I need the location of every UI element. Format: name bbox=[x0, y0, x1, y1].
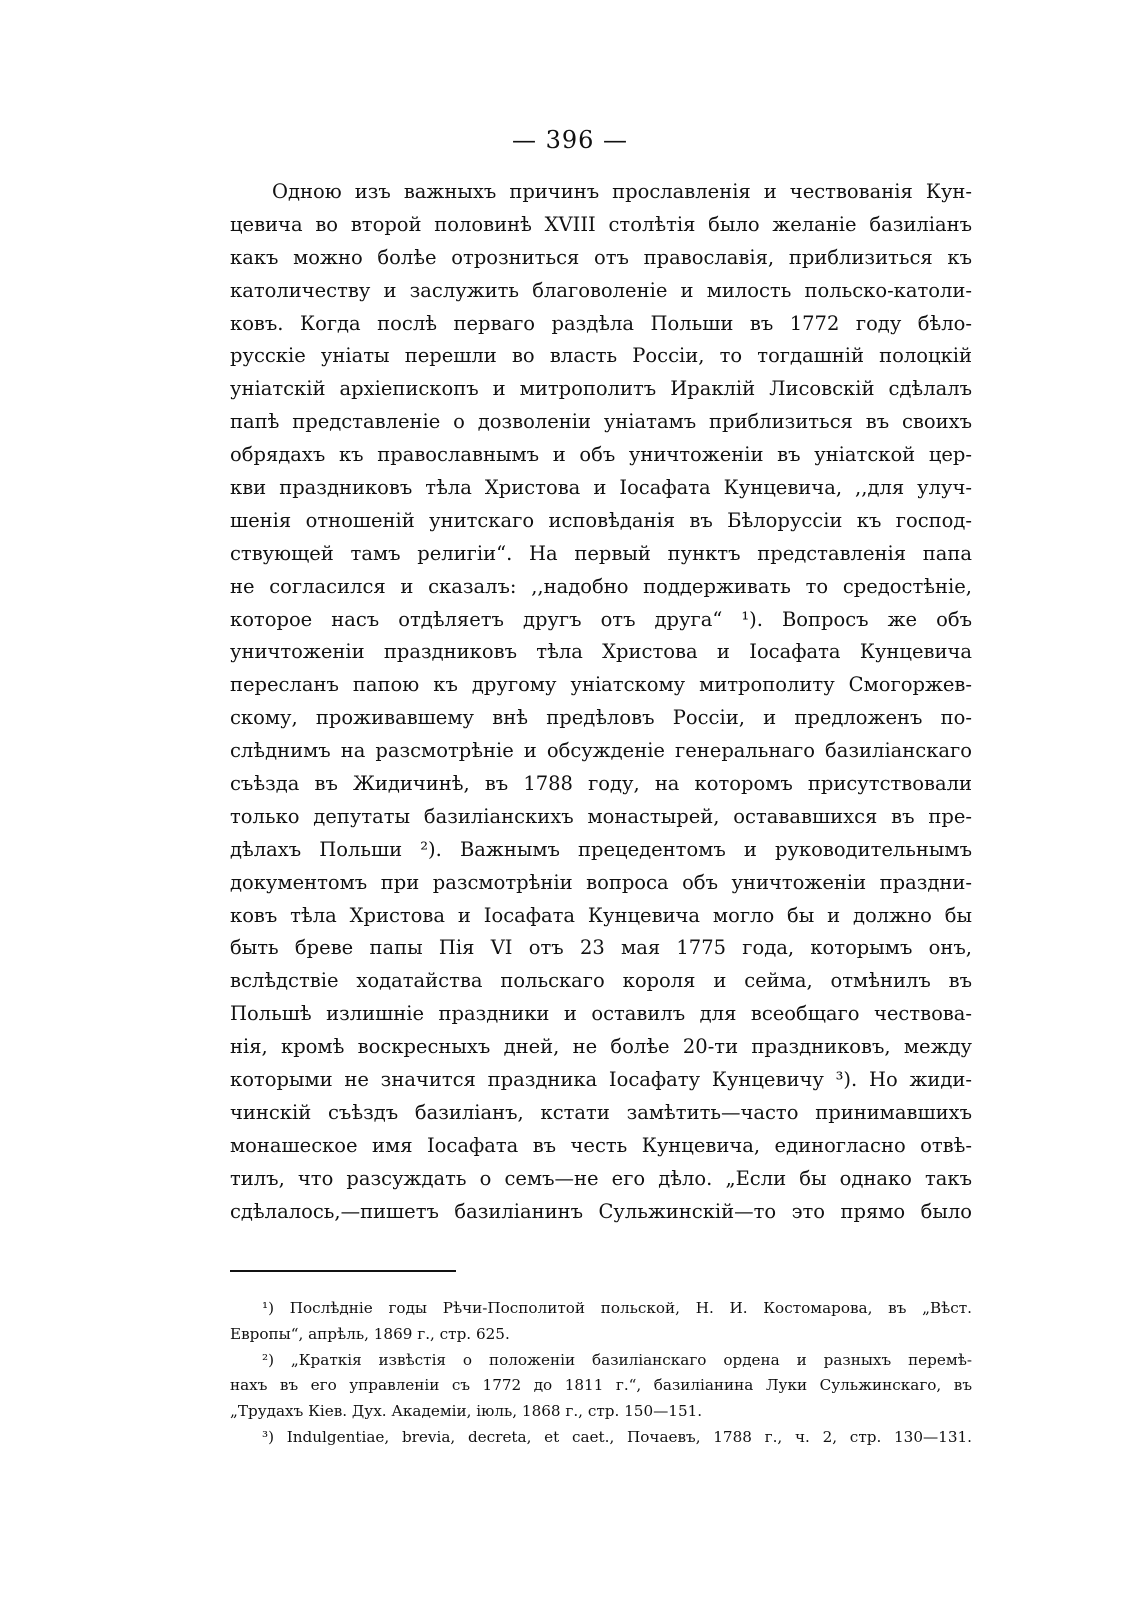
text-line: нія, кромѣ воскресныхъ дней, не болѣе 20-ти праздниковъ, между bbox=[230, 1035, 972, 1059]
text-line: документомъ при разсмотрѣніи вопроса объ уничтоженіи праздни- bbox=[230, 870, 972, 894]
footnote-line: нахъ въ его управленіи съ 1772 до 1811 г.“, базиліанина Луки Сульжинскаго, въ bbox=[230, 1376, 972, 1395]
footnote-line: Европы“, апрѣль, 1869 г., стр. 625. bbox=[230, 1324, 510, 1343]
text-line: папѣ представленіе о дозволеніи уніатамъ приблизиться въ своихъ bbox=[230, 410, 972, 434]
text-line: кви праздниковъ тѣла Христова и Іосафата Кунцевича, ,,для улуч- bbox=[230, 476, 972, 500]
text-line: уничтоженіи праздниковъ тѣла Христова и Іосафата Кунцевича bbox=[230, 640, 972, 664]
footnotes bbox=[230, 1296, 972, 1451]
text-line: съѣзда въ Жидичинѣ, въ 1788 году, на которомъ присутствовали bbox=[230, 772, 972, 796]
text-line: Одною изъ важныхъ причинъ прославленія и чествованія Кун- bbox=[272, 180, 972, 203]
text-line: быть бреве папы Пія VI отъ 23 мая 1775 года, которымъ онъ, bbox=[230, 936, 972, 960]
text-line: цевича во второй половинѣ XVIII столѣтія было желаніе базиліанъ bbox=[230, 212, 972, 236]
text-line: только депутаты базиліанскихъ монастырей, остававшихся въ пре- bbox=[230, 804, 972, 828]
text-line: тилъ, что разсуждать о семъ—не его дѣло. „Если бы однако такъ bbox=[230, 1166, 972, 1190]
page-number: — 396 — bbox=[511, 126, 629, 154]
text-line: шенія отношеній унитскаго исповѣданія въ Бѣлоруссіи къ господ- bbox=[230, 508, 972, 532]
text-line: ковъ. Когда послѣ перваго раздѣла Польши въ 1772 году бѣло- bbox=[230, 311, 972, 335]
main-text bbox=[230, 176, 972, 1229]
text-line: католичеству и заслужить благоволеніе и милость польско-католи- bbox=[230, 278, 972, 302]
text-line: пересланъ папою къ другому уніатскому митрополиту Смогоржев- bbox=[230, 673, 972, 697]
text-line: не согласился и сказалъ: ,,надобно поддерживать то средостѣніе, bbox=[230, 574, 972, 598]
text-line: монашеское имя Іосафата въ честь Кунцевича, единогласно отвѣ- bbox=[230, 1133, 972, 1157]
text-line: русскіе уніаты перешли во власть Россіи, то тогдашній полоцкій bbox=[230, 344, 972, 368]
text-line: которое насъ отдѣляетъ другъ отъ друга“ ¹). Вопросъ же объ bbox=[230, 607, 972, 631]
text-line: сдѣлалось,—пишетъ базиліанинъ Сульжинскій—то это прямо было bbox=[230, 1199, 972, 1223]
footnote-line: ²) „Краткія извѣстія о положеніи базиліанскаго ордена и разныхъ перемѣ- bbox=[262, 1350, 972, 1369]
text-line: Польшѣ излишніе праздники и оставилъ для всеобщаго чествова- bbox=[230, 1002, 972, 1026]
text-line: обрядахъ къ православнымъ и объ уничтоженіи въ уніатской цер- bbox=[230, 443, 972, 467]
text-line: ковъ тѣла Христова и Іосафата Кунцевича могло бы и должно бы bbox=[230, 903, 972, 927]
text-line: уніатскій архіепископъ и митрополитъ Ираклій Лисовскій сдѣлалъ bbox=[230, 377, 972, 401]
text-line: ствующей тамъ религіи“. На первый пунктъ представленія папа bbox=[230, 541, 972, 565]
text-line: слѣднимъ на разсмотрѣніе и обсужденіе генеральнаго базиліанскаго bbox=[230, 739, 972, 763]
footnote-line: ³) Indulgentiae, brevia, decreta, et caet., Почаевъ, 1788 г., ч. 2, стр. 130—131. bbox=[262, 1427, 972, 1446]
footnote-line: ¹) Послѣдніе годы Рѣчи-Посполитой польской, Н. И. Костомарова, въ „Вѣст. bbox=[262, 1299, 972, 1317]
text-line: чинскій съѣздъ базиліанъ, кстати замѣтить—часто принимавшихъ bbox=[230, 1100, 972, 1124]
text-line: вслѣдствіе ходатайства польскаго короля и сейма, отмѣнилъ въ bbox=[230, 969, 972, 993]
text-line: дѣлахъ Польши ²). Важнымъ прецедентомъ и руководительнымъ bbox=[230, 837, 972, 861]
footnote-line: „Трудахъ Кіев. Дух. Академіи, іюль, 1868 г., стр. 150—151. bbox=[230, 1402, 703, 1421]
footnote-divider bbox=[230, 1270, 456, 1272]
text-line: которыми не значится праздника Іосафату Кунцевичу ³). Но жиди- bbox=[230, 1068, 972, 1092]
text-line: скому, проживавшему внѣ предѣловъ Россіи, и предложенъ по- bbox=[230, 706, 972, 730]
text-line: какъ можно болѣе отрозниться отъ православія, приблизиться къ bbox=[230, 245, 972, 269]
